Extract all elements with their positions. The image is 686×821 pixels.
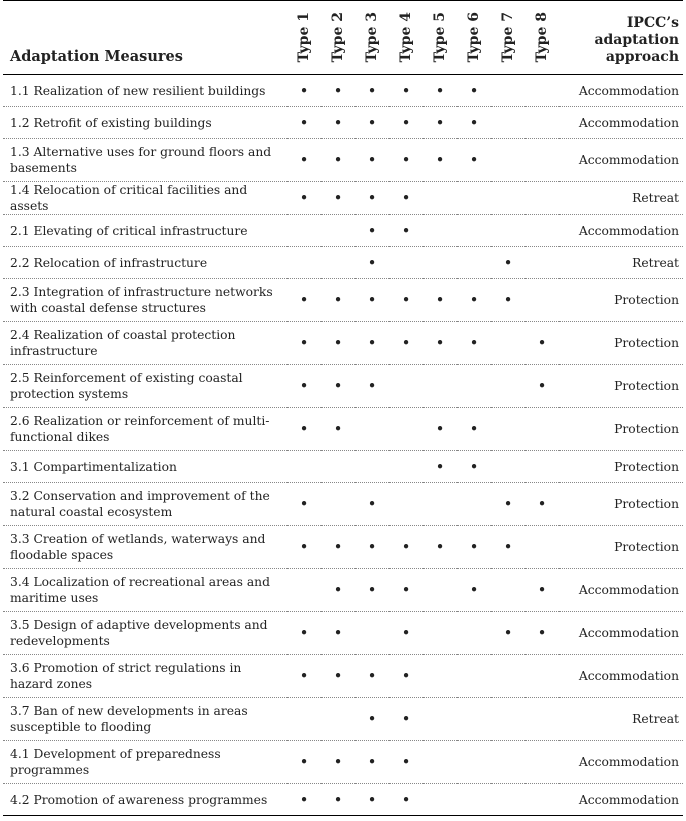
bullet-marker-type-1: • — [287, 365, 321, 408]
empty-cell-type-8 — [525, 107, 559, 139]
approach-cell: Accommodation — [559, 215, 683, 247]
bullet-marker-type-3: • — [355, 365, 389, 408]
bullet-marker-type-6: • — [457, 526, 491, 569]
empty-cell-type-8 — [525, 741, 559, 784]
approach-cell: Accommodation — [559, 139, 683, 182]
bullet-marker-type-2: • — [321, 569, 355, 612]
empty-cell-type-7 — [491, 698, 525, 741]
approach-cell: Retreat — [559, 698, 683, 741]
bullet-marker-type-2: • — [321, 526, 355, 569]
bullet-marker-type-4: • — [389, 655, 423, 698]
bullet-marker-type-1: • — [287, 279, 321, 322]
table-body — [3, 75, 683, 816]
bullet-marker-type-5: • — [423, 322, 457, 365]
header-type-6: Type 6 — [457, 1, 491, 75]
bullet-marker-type-3: • — [355, 698, 389, 741]
bullet-marker-type-5: • — [423, 451, 457, 483]
bullet-marker-type-3: • — [355, 483, 389, 526]
empty-cell-type-6 — [457, 655, 491, 698]
table-row — [3, 408, 683, 451]
bullet-marker-type-1: • — [287, 612, 321, 655]
empty-cell-type-8 — [525, 784, 559, 816]
bullet-marker-type-2: • — [321, 741, 355, 784]
bullet-marker-type-3: • — [355, 139, 389, 182]
bullet-marker-type-3: • — [355, 741, 389, 784]
table-row — [3, 451, 683, 483]
measure-cell: 3.3 Creation of wetlands, waterways and floodable spaces — [3, 526, 287, 569]
measure-cell: 2.4 Realization of coastal protection infrastructure — [3, 322, 287, 365]
empty-cell-type-3 — [355, 612, 389, 655]
bullet-marker-type-6: • — [457, 451, 491, 483]
bullet-marker-type-2: • — [321, 182, 355, 215]
empty-cell-type-8 — [525, 655, 559, 698]
approach-cell: Protection — [559, 279, 683, 322]
bullet-marker-type-4: • — [389, 322, 423, 365]
bullet-marker-type-5: • — [423, 526, 457, 569]
approach-cell: Accommodation — [559, 75, 683, 107]
bullet-marker-type-4: • — [389, 107, 423, 139]
bullet-marker-type-2: • — [321, 279, 355, 322]
table-row — [3, 698, 683, 741]
empty-cell-type-3 — [355, 451, 389, 483]
measure-cell: 1.4 Relocation of critical facilities and assets — [3, 182, 287, 215]
empty-cell-type-5 — [423, 698, 457, 741]
table-row — [3, 569, 683, 612]
header-type-5: Type 5 — [423, 1, 457, 75]
bullet-marker-type-3: • — [355, 182, 389, 215]
empty-cell-type-2 — [321, 247, 355, 279]
empty-cell-type-6 — [457, 612, 491, 655]
bullet-marker-type-6: • — [457, 408, 491, 451]
measure-cell: 3.4 Localization of recreational areas and maritime uses — [3, 569, 287, 612]
bullet-marker-type-1: • — [287, 655, 321, 698]
empty-cell-type-8 — [525, 526, 559, 569]
table-row — [3, 612, 683, 655]
empty-cell-type-1 — [287, 698, 321, 741]
empty-cell-type-7 — [491, 107, 525, 139]
empty-cell-type-8 — [525, 279, 559, 322]
bullet-marker-type-6: • — [457, 75, 491, 107]
bullet-marker-type-6: • — [457, 569, 491, 612]
empty-cell-type-6 — [457, 247, 491, 279]
empty-cell-type-5 — [423, 182, 457, 215]
approach-cell: Accommodation — [559, 741, 683, 784]
empty-cell-type-6 — [457, 698, 491, 741]
approach-cell: Retreat — [559, 247, 683, 279]
bullet-marker-type-3: • — [355, 107, 389, 139]
approach-cell: Accommodation — [559, 784, 683, 816]
bullet-marker-type-5: • — [423, 279, 457, 322]
table-row — [3, 784, 683, 816]
bullet-marker-type-4: • — [389, 75, 423, 107]
empty-cell-type-6 — [457, 365, 491, 408]
bullet-marker-type-8: • — [525, 483, 559, 526]
approach-cell: Protection — [559, 526, 683, 569]
table-row — [3, 247, 683, 279]
bullet-marker-type-3: • — [355, 215, 389, 247]
empty-cell-type-8 — [525, 139, 559, 182]
empty-cell-type-5 — [423, 365, 457, 408]
bullet-marker-type-5: • — [423, 408, 457, 451]
bullet-marker-type-7: • — [491, 279, 525, 322]
table-row — [3, 655, 683, 698]
empty-cell-type-7 — [491, 75, 525, 107]
bullet-marker-type-3: • — [355, 784, 389, 816]
empty-cell-type-4 — [389, 483, 423, 526]
header-type-3: Type 3 — [355, 1, 389, 75]
bullet-marker-type-2: • — [321, 322, 355, 365]
empty-cell-type-4 — [389, 408, 423, 451]
bullet-marker-type-6: • — [457, 107, 491, 139]
bullet-marker-type-2: • — [321, 408, 355, 451]
empty-cell-type-6 — [457, 182, 491, 215]
table-row — [3, 139, 683, 182]
empty-cell-type-6 — [457, 784, 491, 816]
bullet-marker-type-4: • — [389, 139, 423, 182]
empty-cell-type-5 — [423, 655, 457, 698]
header-type-7: Type 7 — [491, 1, 525, 75]
bullet-marker-type-1: • — [287, 107, 321, 139]
bullet-marker-type-4: • — [389, 784, 423, 816]
header-type-8: Type 8 — [525, 1, 559, 75]
empty-cell-type-1 — [287, 451, 321, 483]
bullet-marker-type-1: • — [287, 741, 321, 784]
bullet-marker-type-1: • — [287, 526, 321, 569]
bullet-marker-type-4: • — [389, 279, 423, 322]
measure-cell: 3.6 Promotion of strict regulations in hazard zones — [3, 655, 287, 698]
bullet-marker-type-3: • — [355, 322, 389, 365]
bullet-marker-type-3: • — [355, 526, 389, 569]
measure-cell: 1.3 Alternative uses for ground floors and basements — [3, 139, 287, 182]
approach-cell: Accommodation — [559, 569, 683, 612]
empty-cell-type-7 — [491, 139, 525, 182]
empty-cell-type-1 — [287, 247, 321, 279]
bullet-marker-type-2: • — [321, 365, 355, 408]
table-row — [3, 741, 683, 784]
approach-cell: Accommodation — [559, 655, 683, 698]
measure-cell: 1.2 Retrofit of existing buildings — [3, 107, 287, 139]
bullet-marker-type-4: • — [389, 215, 423, 247]
approach-cell: Protection — [559, 483, 683, 526]
empty-cell-type-7 — [491, 365, 525, 408]
table-row — [3, 75, 683, 107]
measure-cell: 4.2 Promotion of awareness programmes — [3, 784, 287, 816]
empty-cell-type-8 — [525, 451, 559, 483]
bullet-marker-type-1: • — [287, 139, 321, 182]
bullet-marker-type-2: • — [321, 75, 355, 107]
header-type-2: Type 2 — [321, 1, 355, 75]
table-header — [3, 1, 683, 75]
table-row — [3, 182, 683, 215]
bullet-marker-type-4: • — [389, 526, 423, 569]
bullet-marker-type-2: • — [321, 139, 355, 182]
approach-cell: Accommodation — [559, 612, 683, 655]
empty-cell-type-6 — [457, 215, 491, 247]
empty-cell-type-7 — [491, 569, 525, 612]
bullet-marker-type-3: • — [355, 655, 389, 698]
measure-cell: 3.2 Conservation and improvement of the natural coastal ecosystem — [3, 483, 287, 526]
bullet-marker-type-6: • — [457, 322, 491, 365]
bullet-marker-type-5: • — [423, 139, 457, 182]
measure-cell: 2.5 Reinforcement of existing coastal protection systems — [3, 365, 287, 408]
empty-cell-type-2 — [321, 451, 355, 483]
header-measures: Adaptation Measures — [3, 1, 287, 75]
bullet-marker-type-7: • — [491, 247, 525, 279]
empty-cell-type-2 — [321, 483, 355, 526]
bullet-marker-type-8: • — [525, 365, 559, 408]
empty-cell-type-4 — [389, 451, 423, 483]
empty-cell-type-5 — [423, 612, 457, 655]
bullet-marker-type-4: • — [389, 698, 423, 741]
bullet-marker-type-3: • — [355, 247, 389, 279]
approach-cell: Protection — [559, 408, 683, 451]
empty-cell-type-4 — [389, 365, 423, 408]
empty-cell-type-6 — [457, 741, 491, 784]
bullet-marker-type-5: • — [423, 75, 457, 107]
empty-cell-type-2 — [321, 215, 355, 247]
header-type-1: Type 1 — [287, 1, 321, 75]
bullet-marker-type-2: • — [321, 612, 355, 655]
empty-cell-type-6 — [457, 483, 491, 526]
empty-cell-type-5 — [423, 741, 457, 784]
empty-cell-type-5 — [423, 247, 457, 279]
empty-cell-type-7 — [491, 784, 525, 816]
bullet-marker-type-7: • — [491, 483, 525, 526]
adaptation-measures-table — [3, 0, 683, 816]
measure-cell: 1.1 Realization of new resilient buildings — [3, 75, 287, 107]
bullet-marker-type-2: • — [321, 655, 355, 698]
bullet-marker-type-2: • — [321, 784, 355, 816]
bullet-marker-type-6: • — [457, 279, 491, 322]
empty-cell-type-7 — [491, 215, 525, 247]
empty-cell-type-8 — [525, 182, 559, 215]
measure-cell: 4.1 Development of preparedness programmes — [3, 741, 287, 784]
header-type-4: Type 4 — [389, 1, 423, 75]
measure-cell: 2.1 Elevating of critical infrastructure — [3, 215, 287, 247]
bullet-marker-type-1: • — [287, 322, 321, 365]
bullet-marker-type-7: • — [491, 526, 525, 569]
bullet-marker-type-7: • — [491, 612, 525, 655]
empty-cell-type-7 — [491, 408, 525, 451]
approach-cell: Protection — [559, 451, 683, 483]
empty-cell-type-2 — [321, 698, 355, 741]
empty-cell-type-8 — [525, 215, 559, 247]
bullet-marker-type-8: • — [525, 569, 559, 612]
bullet-marker-type-1: • — [287, 75, 321, 107]
empty-cell-type-5 — [423, 215, 457, 247]
bullet-marker-type-1: • — [287, 182, 321, 215]
empty-cell-type-8 — [525, 75, 559, 107]
measure-cell: 3.1 Compartimentalization — [3, 451, 287, 483]
table-row — [3, 215, 683, 247]
empty-cell-type-3 — [355, 408, 389, 451]
bullet-marker-type-8: • — [525, 322, 559, 365]
bullet-marker-type-1: • — [287, 483, 321, 526]
bullet-marker-type-4: • — [389, 741, 423, 784]
bullet-marker-type-3: • — [355, 75, 389, 107]
bullet-marker-type-8: • — [525, 612, 559, 655]
empty-cell-type-1 — [287, 215, 321, 247]
table-row — [3, 322, 683, 365]
empty-cell-type-7 — [491, 322, 525, 365]
approach-cell: Protection — [559, 365, 683, 408]
empty-cell-type-8 — [525, 698, 559, 741]
bullet-marker-type-4: • — [389, 612, 423, 655]
table-row — [3, 365, 683, 408]
empty-cell-type-4 — [389, 247, 423, 279]
bullet-marker-type-1: • — [287, 408, 321, 451]
empty-cell-type-7 — [491, 182, 525, 215]
approach-cell: Protection — [559, 322, 683, 365]
measure-cell: 2.3 Integration of infrastructure networks with coastal defense structures — [3, 279, 287, 322]
table-row — [3, 483, 683, 526]
bullet-marker-type-1: • — [287, 784, 321, 816]
bullet-marker-type-3: • — [355, 279, 389, 322]
empty-cell-type-5 — [423, 483, 457, 526]
measure-cell: 2.6 Realization or reinforcement of multi-functional dikes — [3, 408, 287, 451]
bullet-marker-type-5: • — [423, 107, 457, 139]
table-row — [3, 526, 683, 569]
bullet-marker-type-4: • — [389, 569, 423, 612]
table-row — [3, 107, 683, 139]
measure-cell: 3.7 Ban of new developments in areas susceptible to flooding — [3, 698, 287, 741]
bullet-marker-type-3: • — [355, 569, 389, 612]
empty-cell-type-5 — [423, 784, 457, 816]
bullet-marker-type-6: • — [457, 139, 491, 182]
table-row — [3, 279, 683, 322]
empty-cell-type-7 — [491, 741, 525, 784]
empty-cell-type-7 — [491, 451, 525, 483]
measure-cell: 3.5 Design of adaptive developments and redevelopments — [3, 612, 287, 655]
bullet-marker-type-2: • — [321, 107, 355, 139]
empty-cell-type-8 — [525, 247, 559, 279]
header-approach: IPCC’s adaptation approach — [559, 1, 683, 75]
empty-cell-type-5 — [423, 569, 457, 612]
empty-cell-type-8 — [525, 408, 559, 451]
bullet-marker-type-4: • — [389, 182, 423, 215]
measure-cell: 2.2 Relocation of infrastructure — [3, 247, 287, 279]
empty-cell-type-7 — [491, 655, 525, 698]
empty-cell-type-1 — [287, 569, 321, 612]
approach-cell: Accommodation — [559, 107, 683, 139]
approach-cell: Retreat — [559, 182, 683, 215]
